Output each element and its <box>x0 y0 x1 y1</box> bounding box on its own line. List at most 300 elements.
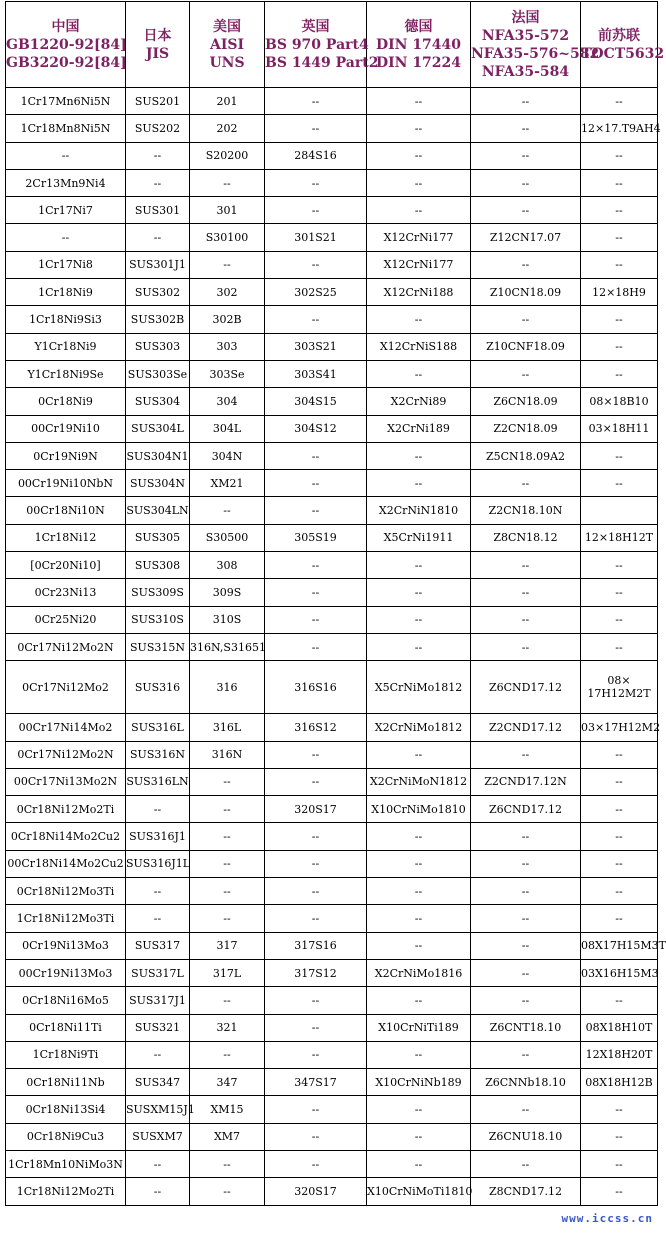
cell-text: S30100 <box>205 231 249 245</box>
cell-text: SUS347 <box>134 1075 181 1089</box>
din-grade-cell <box>367 306 471 333</box>
jis-grade-cell <box>126 552 190 579</box>
cell-text: 202 <box>216 121 238 135</box>
table-row <box>6 524 658 551</box>
jis-grade-cell <box>126 470 190 497</box>
jis-grade-cell <box>126 1178 190 1205</box>
din-grade-cell <box>367 1069 471 1096</box>
bs-grade-cell <box>265 959 367 986</box>
cell-text: -- <box>521 884 530 898</box>
table-row <box>6 768 658 795</box>
cell-text: -- <box>223 884 231 898</box>
cell-text: Z10CN18.09 <box>489 285 562 299</box>
header-line: NFA35-572 <box>481 27 570 44</box>
cn-grade-cell <box>6 905 126 932</box>
bs-grade-cell <box>265 88 367 115</box>
nfa-grade-cell <box>471 1123 581 1150</box>
table-row <box>6 579 658 606</box>
aisi-grade-cell <box>190 741 265 768</box>
bs-grade-cell <box>265 1069 367 1096</box>
jis-grade-cell <box>126 579 190 606</box>
cell-text: -- <box>311 911 320 925</box>
aisi-grade-cell <box>190 796 265 823</box>
cell-text: SUS317L <box>131 966 184 980</box>
aisi-grade-cell <box>190 388 265 415</box>
cn-grade-cell <box>6 823 126 850</box>
cell-text: 08X18H12B <box>585 1075 653 1089</box>
table-row <box>6 442 658 469</box>
cell-text: S20200 <box>205 149 249 163</box>
cn-grade-cell <box>6 497 126 524</box>
cell-text: Z5CN18.09A2 <box>485 449 566 463</box>
header-line: BS 1449 Part2 <box>265 54 379 71</box>
cell-text: -- <box>521 121 530 135</box>
jis-grade-cell <box>126 333 190 360</box>
cell-text: -- <box>414 1130 423 1144</box>
bs-grade-cell <box>265 661 367 714</box>
nfa-grade-cell <box>471 932 581 959</box>
cell-text: -- <box>223 176 231 190</box>
cell-text: XM21 <box>210 476 244 490</box>
cell-text: -- <box>414 476 423 490</box>
aisi-grade-cell <box>190 987 265 1014</box>
cell-text: -- <box>521 1157 530 1171</box>
toct-grade-cell <box>581 768 658 795</box>
din-grade-cell <box>367 169 471 196</box>
cell-text: -- <box>615 558 623 572</box>
cn-grade-cell <box>6 251 126 278</box>
cell-text: Z10CNF18.09 <box>486 340 565 354</box>
din-grade-cell <box>367 606 471 633</box>
jis-grade-cell <box>126 606 190 633</box>
cell-text: SUS316J1 <box>129 830 186 844</box>
toct-grade-cell <box>581 470 658 497</box>
table-row <box>6 959 658 986</box>
aisi-grade-cell <box>190 224 265 251</box>
cell-text: 302 <box>216 285 238 299</box>
cell-text: -- <box>153 231 162 245</box>
cell-text: -- <box>414 449 423 463</box>
aisi-grade-cell <box>190 905 265 932</box>
aisi-grade-cell <box>190 497 265 524</box>
nfa-grade-cell <box>471 169 581 196</box>
cn-grade-cell <box>6 633 126 660</box>
cell-text: -- <box>153 884 162 898</box>
cell-text: -- <box>414 1103 423 1117</box>
din-grade-cell <box>367 1014 471 1041</box>
cell-text: SUS304 <box>134 394 181 408</box>
cell-text: -- <box>615 258 623 272</box>
cell-text: 308 <box>216 558 238 572</box>
bs-grade-cell <box>265 442 367 469</box>
cell-text: 302S25 <box>294 285 337 299</box>
cell-text: -- <box>615 1184 623 1198</box>
aisi-grade-cell <box>190 1014 265 1041</box>
cell-text: 12×18H9 <box>592 285 646 299</box>
header-line: 法国 <box>511 9 540 26</box>
cell-text: 08X18H10T <box>585 1021 653 1035</box>
cell-text: -- <box>414 121 423 135</box>
cell-text: -- <box>615 585 623 599</box>
cell-text: X12CrNi177 <box>383 258 454 272</box>
bs-grade-cell <box>265 878 367 905</box>
cell-text: Z6CND17.12 <box>489 802 562 816</box>
jis-grade-cell <box>126 1096 195 1123</box>
cell-text: 00Cr19Ni10 <box>31 422 100 436</box>
bs-grade-cell <box>265 741 367 768</box>
cell-text: -- <box>153 1184 162 1198</box>
cell-text: -- <box>414 176 423 190</box>
toct-grade-cell <box>581 633 658 660</box>
cell-text: 304S12 <box>294 422 337 436</box>
aisi-grade-cell <box>190 470 265 497</box>
cell-text: -- <box>311 558 320 572</box>
cell-text: SUS304N1 <box>126 449 189 463</box>
nfa-grade-cell <box>471 1041 581 1068</box>
cell-text: 304S15 <box>294 394 337 408</box>
aisi-grade-cell <box>190 633 265 660</box>
cell-text: 0Cr18Ni16Mo5 <box>22 993 109 1007</box>
cell-text: 301S21 <box>294 231 337 245</box>
cell-text: 00Cr19Ni10NbN <box>17 476 114 490</box>
cell-text: X12CrNiS188 <box>379 340 458 354</box>
cell-text: -- <box>311 476 320 490</box>
cell-text: 320S17 <box>294 802 337 816</box>
cell-text: 0Cr18Ni9 <box>38 394 93 408</box>
cell-text: -- <box>223 1184 231 1198</box>
cell-text: SUS317 <box>134 939 181 953</box>
nfa-grade-cell <box>471 524 581 551</box>
cell-text: -- <box>311 313 320 327</box>
cn-grade-cell <box>6 878 126 905</box>
bs-grade-cell <box>265 606 367 633</box>
cell-text: -- <box>311 884 320 898</box>
din-grade-cell <box>367 442 471 469</box>
cell-text: 0Cr19Ni9N <box>33 449 98 463</box>
cell-text: SUS302B <box>130 313 185 327</box>
nfa-grade-cell <box>471 633 581 660</box>
cell-text: -- <box>311 1130 320 1144</box>
din-grade-cell <box>367 850 471 877</box>
cn-grade-cell <box>6 142 126 169</box>
table-row <box>6 497 658 524</box>
cell-text: SUS316J1L <box>126 857 191 871</box>
cell-text: -- <box>414 558 423 572</box>
cell-text: -- <box>311 94 320 108</box>
bs-grade-cell <box>265 823 367 850</box>
din-grade-cell <box>367 224 471 251</box>
cn-grade-cell <box>6 606 126 633</box>
table-row <box>6 470 658 497</box>
cell-text: X2CrNiN1810 <box>378 504 459 518</box>
cell-text: 00Cr19Ni13Mo3 <box>18 966 113 980</box>
cell-text: 303Se <box>209 367 245 381</box>
cell-text: -- <box>521 857 530 871</box>
table-row <box>6 1123 658 1150</box>
cell-text: -- <box>414 911 423 925</box>
jis-grade-cell <box>126 88 190 115</box>
table-row <box>6 169 658 196</box>
cell-text: X12CrNi177 <box>383 231 454 245</box>
nfa-grade-cell <box>471 333 581 360</box>
header-line: 中国 <box>51 18 80 35</box>
toct-grade-cell <box>581 1096 658 1123</box>
cell-text: -- <box>615 993 623 1007</box>
jis-grade-cell <box>126 932 190 959</box>
nfa-grade-cell <box>471 497 581 524</box>
cell-text: -- <box>414 640 423 654</box>
cell-text: -- <box>311 640 320 654</box>
cn-grade-cell <box>6 360 126 387</box>
cell-text: 03×18H11 <box>588 422 650 436</box>
bs-grade-cell <box>265 524 367 551</box>
cell-text: 303S21 <box>294 340 337 354</box>
nfa-grade-cell <box>471 905 581 932</box>
toct-grade-cell <box>581 606 658 633</box>
aisi-grade-cell <box>190 552 265 579</box>
jis-grade-cell <box>126 497 190 524</box>
jis-grade-cell <box>126 442 190 469</box>
aisi-grade-cell <box>190 360 265 387</box>
header-line: GB3220-92[84] <box>6 54 127 71</box>
ussr-toct-header <box>581 2 665 88</box>
usa-aisi-header <box>190 2 265 88</box>
aisi-grade-cell <box>190 333 265 360</box>
din-grade-cell <box>367 333 471 360</box>
table-row <box>6 279 658 306</box>
cell-text: -- <box>521 558 530 572</box>
aisi-grade-cell <box>190 768 265 795</box>
cell-text: -- <box>414 367 423 381</box>
toct-grade-cell <box>581 306 658 333</box>
cell-text: -- <box>615 476 623 490</box>
jis-grade-cell <box>126 1041 190 1068</box>
bs-grade-cell <box>265 1041 367 1068</box>
aisi-grade-cell <box>190 1041 265 1068</box>
cell-text: -- <box>521 149 530 163</box>
cell-text: X10CrNiMoTi1810 <box>367 1184 473 1198</box>
cell-text: 305S19 <box>294 531 337 545</box>
toct-grade-cell <box>581 333 658 360</box>
aisi-grade-cell <box>190 197 265 224</box>
nfa-grade-cell <box>471 606 581 633</box>
din-grade-cell <box>367 88 471 115</box>
cell-text: 08×18B10 <box>589 394 649 408</box>
toct-grade-cell <box>581 796 658 823</box>
germany-din-header <box>367 2 471 88</box>
cell-text: 00Cr18Ni14Mo2Cu2 <box>7 857 124 871</box>
cell-text: -- <box>153 149 162 163</box>
cell-text: SUS301J1 <box>129 258 186 272</box>
bs-grade-cell <box>265 142 367 169</box>
cell-text: -- <box>521 94 530 108</box>
cell-text: 303 <box>216 340 238 354</box>
toct-grade-cell <box>581 1178 658 1205</box>
cn-grade-cell <box>6 169 126 196</box>
din-grade-cell <box>367 878 471 905</box>
cn-grade-cell <box>6 470 126 497</box>
cell-text: -- <box>521 367 530 381</box>
cell-text: 303S41 <box>294 367 337 381</box>
cell-text: 1Cr18Ni12 <box>34 531 97 545</box>
aisi-grade-cell <box>190 251 265 278</box>
aisi-grade-cell <box>190 1178 265 1205</box>
cell-text: 08X17H15M3T <box>581 939 666 953</box>
cell-text: 0Cr25Ni20 <box>34 613 97 627</box>
header-line: BS 970 Part4 <box>265 36 369 53</box>
cell-text: Z6CNU18.10 <box>488 1130 563 1144</box>
jis-grade-cell <box>126 959 190 986</box>
toct-grade-cell <box>581 360 658 387</box>
cell-text: -- <box>615 911 623 925</box>
cell-text: Y1Cr18Ni9 <box>34 340 97 354</box>
cell-text: 1Cr18Ni12Mo2Ti <box>16 1184 115 1198</box>
din-grade-cell <box>367 524 471 551</box>
cell-text: -- <box>615 640 623 654</box>
cell-text: -- <box>414 857 423 871</box>
jis-grade-cell <box>126 251 190 278</box>
cell-text: -- <box>311 1157 320 1171</box>
cell-text: Z8CN18.12 <box>493 531 558 545</box>
toct-grade-cell <box>581 497 658 524</box>
cn-grade-cell <box>6 932 126 959</box>
jis-grade-cell <box>126 169 190 196</box>
cell-text: SUS310S <box>131 613 184 627</box>
nfa-grade-cell <box>471 823 581 850</box>
cn-grade-cell <box>6 224 126 251</box>
cn-grade-cell <box>6 552 126 579</box>
nfa-grade-cell <box>471 251 581 278</box>
din-grade-cell <box>367 1178 471 1205</box>
cell-text: X2CrNiMoN1812 <box>369 775 468 789</box>
cell-text: 0Cr18Ni9Cu3 <box>26 1130 105 1144</box>
cell-text: -- <box>615 802 623 816</box>
aisi-grade-cell <box>190 932 265 959</box>
toct-grade-cell <box>581 1041 658 1068</box>
aisi-grade-cell <box>190 579 265 606</box>
jis-grade-cell <box>126 823 190 850</box>
toct-grade-cell <box>581 1123 658 1150</box>
toct-grade-cell <box>581 197 658 224</box>
cell-text: Z6CNNb18.10 <box>485 1075 566 1089</box>
cell-text: -- <box>311 585 320 599</box>
toct-grade-cell <box>581 88 658 115</box>
cell-text: SUS304L <box>131 422 184 436</box>
cell-text: Z2CN18.09 <box>493 422 558 436</box>
table-row <box>6 1014 658 1041</box>
cell-text: 284S16 <box>294 149 337 163</box>
aisi-grade-cell <box>190 1123 265 1150</box>
aisi-grade-cell <box>190 1150 265 1177</box>
nfa-grade-cell <box>471 878 581 905</box>
table-row <box>6 415 658 442</box>
jis-grade-cell <box>126 850 190 877</box>
cell-text: -- <box>223 258 231 272</box>
cell-text: SUS316N <box>130 748 185 762</box>
nfa-grade-cell <box>471 1178 581 1205</box>
cn-grade-cell <box>6 306 126 333</box>
header-line: 英国 <box>301 18 330 35</box>
toct-grade-cell <box>581 987 658 1014</box>
toct-grade-cell <box>581 1150 658 1177</box>
nfa-grade-cell <box>471 661 581 714</box>
cn-grade-cell <box>6 1096 126 1123</box>
jis-grade-cell <box>126 1014 190 1041</box>
cell-text: -- <box>521 911 530 925</box>
bs-grade-cell <box>265 415 367 442</box>
cell-text: -- <box>223 775 231 789</box>
cell-text: SUS309S <box>131 585 184 599</box>
site-watermark: www.iccss.cn <box>561 1212 653 1225</box>
cell-text: 317S16 <box>294 939 337 953</box>
cell-text: SUS303Se <box>127 367 188 381</box>
cell-text: Z2CN18.10N <box>488 504 563 518</box>
cell-text: -- <box>311 775 320 789</box>
nfa-grade-cell <box>471 850 581 877</box>
bs-grade-cell <box>265 306 367 333</box>
header-row <box>6 2 658 88</box>
cell-text: -- <box>414 313 423 327</box>
cell-text: 0Cr17Ni12Mo2N <box>17 640 114 654</box>
cell-text: [0Cr20Ni10] <box>30 558 101 572</box>
din-grade-cell <box>367 142 471 169</box>
cell-text: SUS308 <box>134 558 181 572</box>
table-row <box>6 905 658 932</box>
jis-grade-cell <box>126 279 190 306</box>
nfa-grade-cell <box>471 224 581 251</box>
din-grade-cell <box>367 115 471 142</box>
cell-text: -- <box>615 340 623 354</box>
cell-text: 317S12 <box>294 966 337 980</box>
cell-text: SUS315N <box>130 640 185 654</box>
jis-grade-cell <box>126 768 190 795</box>
cell-text: 316N,S31651 <box>190 640 266 654</box>
cell-text: -- <box>61 231 70 245</box>
nfa-grade-cell <box>471 115 581 142</box>
cell-text: -- <box>311 1048 320 1062</box>
nfa-grade-cell <box>471 1069 581 1096</box>
jis-grade-cell <box>126 633 190 660</box>
din-grade-cell <box>367 360 471 387</box>
cell-text: -- <box>521 176 530 190</box>
aisi-grade-cell <box>190 661 265 714</box>
cell-text: 00Cr17Ni13Mo2N <box>13 775 118 789</box>
toct-grade-cell <box>581 741 658 768</box>
din-grade-cell <box>367 796 471 823</box>
header-line: UNS <box>209 54 245 71</box>
france-nfa-header <box>471 2 600 88</box>
bs-grade-cell <box>265 714 367 741</box>
aisi-grade-cell <box>190 142 265 169</box>
toct-grade-cell <box>581 661 658 714</box>
cell-text: -- <box>153 911 162 925</box>
cell-text: -- <box>615 748 623 762</box>
cell-text: -- <box>223 857 231 871</box>
jis-grade-cell <box>126 142 190 169</box>
jis-grade-cell <box>126 1123 190 1150</box>
jis-grade-cell <box>126 360 190 387</box>
nfa-grade-cell <box>471 987 581 1014</box>
toct-grade-cell <box>581 115 661 142</box>
jis-grade-cell <box>126 197 190 224</box>
cn-grade-cell <box>6 714 126 741</box>
aisi-grade-cell <box>190 606 265 633</box>
nfa-grade-cell <box>471 88 581 115</box>
bs-grade-cell <box>265 1096 367 1123</box>
cn-grade-cell <box>6 661 126 714</box>
table-row <box>6 306 658 333</box>
toct-grade-cell <box>581 579 658 606</box>
